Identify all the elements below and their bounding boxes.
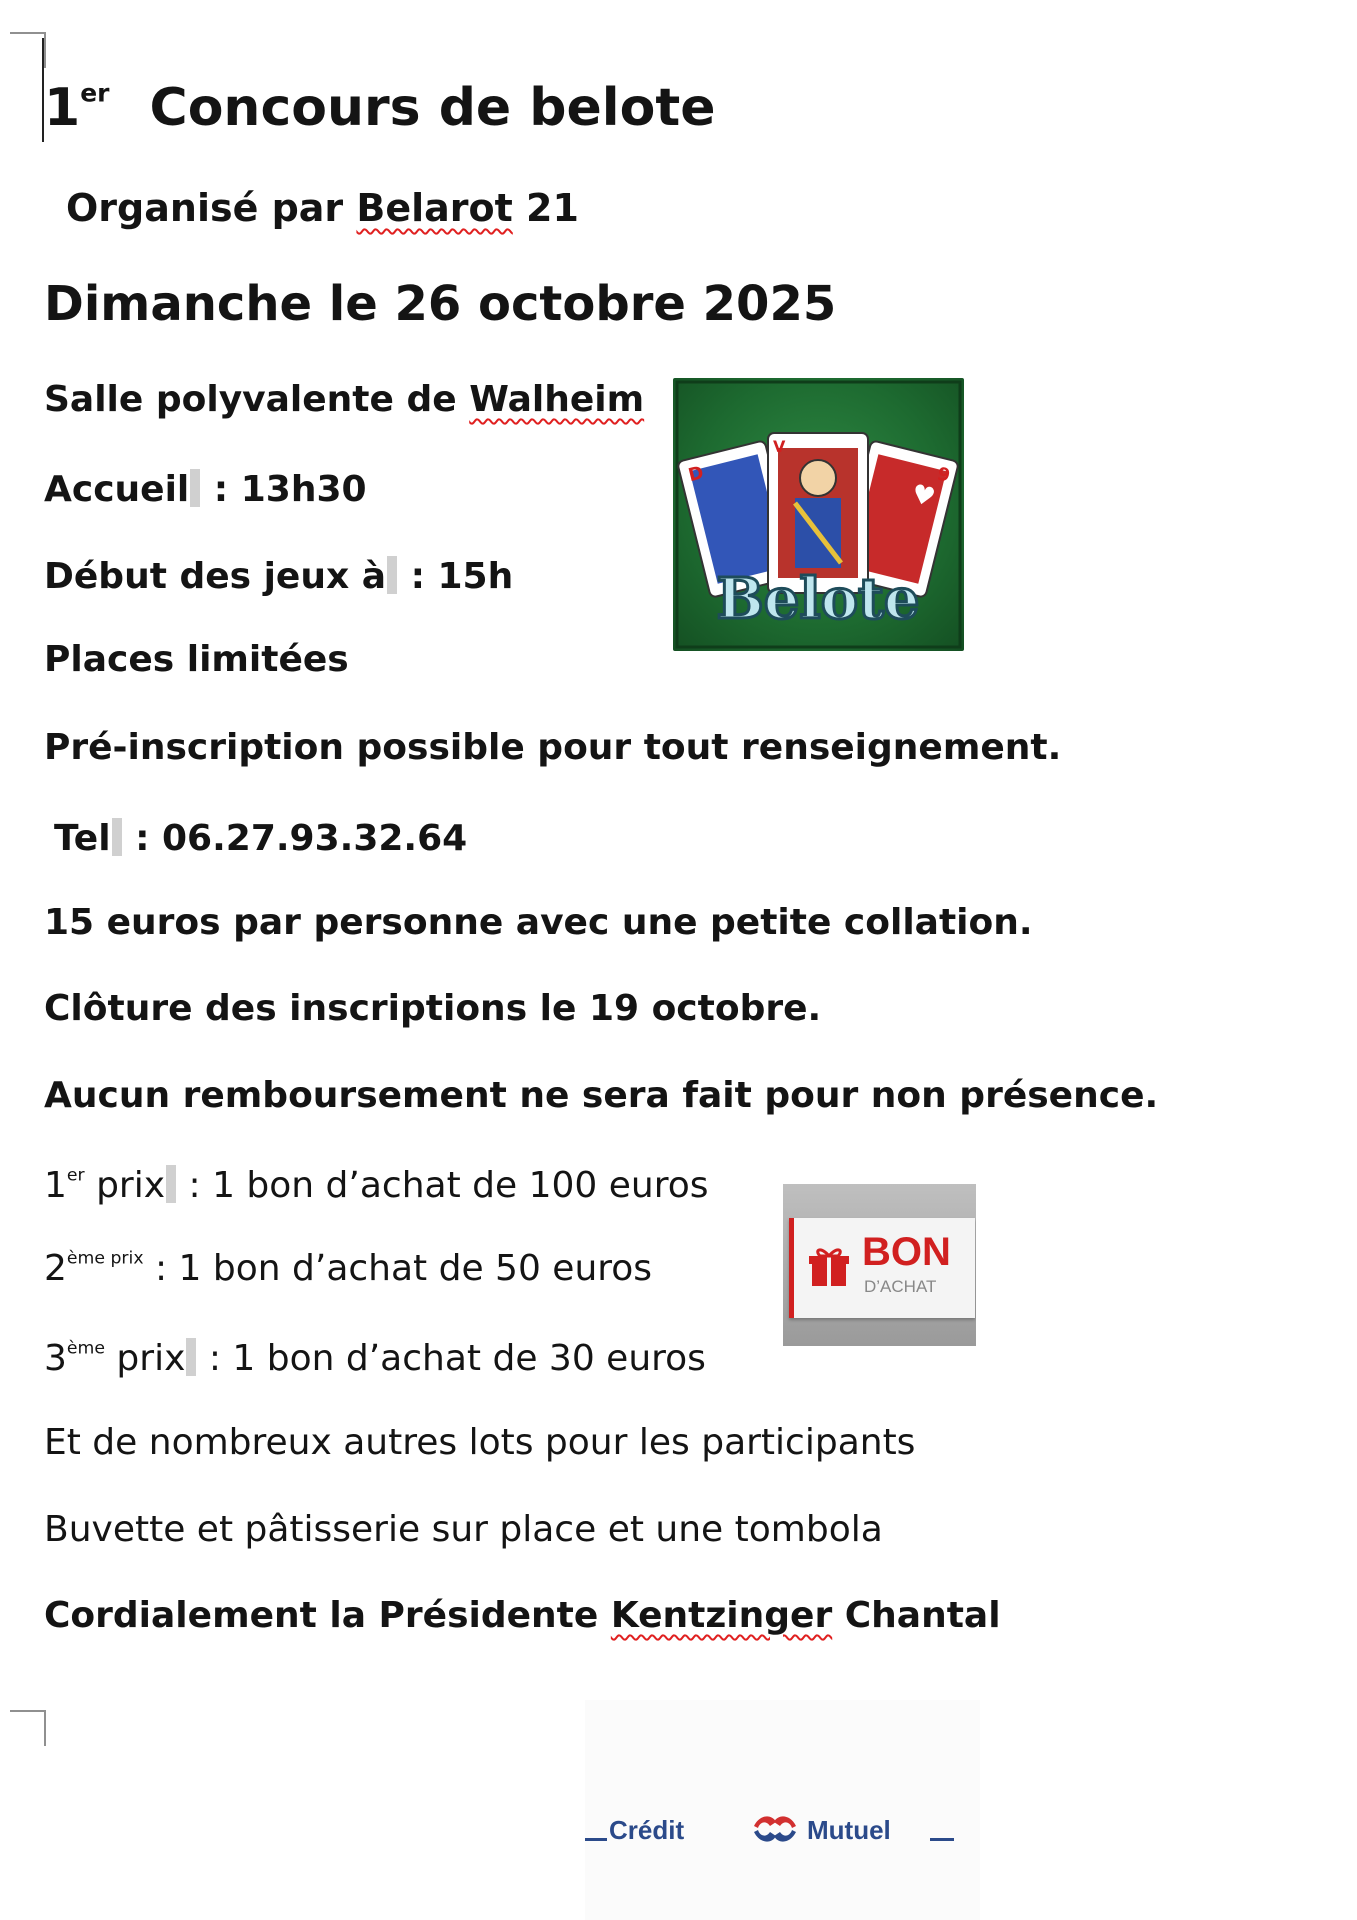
svg-text:V: V: [773, 437, 786, 456]
hidden-char-mark: [112, 818, 122, 856]
belote-cards-graphic: [673, 378, 964, 651]
limited-places: Places limitées: [44, 639, 349, 680]
price-line: 15 euros par personne avec une petite collation.: [44, 902, 1033, 943]
phone-line: Tel : 06.27.93.32.64: [54, 818, 468, 859]
voucher-card: [789, 1218, 975, 1318]
voucher-subtitle: D’ACHAT: [864, 1277, 937, 1296]
svg-text:♥: ♥: [908, 478, 939, 514]
prize-1: 1er prix : 1 bon d’achat de 100 euros: [44, 1165, 709, 1206]
event-date: Dimanche le 26 octobre 2025: [44, 276, 837, 332]
welcome-time: Accueil : 13h30: [44, 469, 367, 510]
refund-line: Aucun remboursement ne sera fait pour non présence.: [44, 1075, 1159, 1116]
venue-line: Salle polyvalente de Walheim: [44, 379, 645, 420]
sponsor-logo-left-text: Crédit: [609, 1815, 685, 1845]
logo-rule-right: [930, 1838, 954, 1841]
prize-2: $2^{ème prix}$ : 1 bon d’achat de 50 euros: [44, 1248, 653, 1289]
voucher-image: [783, 1184, 976, 1346]
gift-icon: [806, 1244, 852, 1290]
belote-cards-image: [673, 378, 964, 651]
svg-text:D: D: [686, 462, 706, 487]
prize-3: 3ème prix : 1 bon d’achat de 30 euros: [44, 1338, 706, 1379]
sponsor-logo-right-text: Mutuel: [807, 1815, 891, 1845]
hidden-char-mark: [387, 556, 397, 594]
crop-mark-bottom: [10, 1710, 46, 1746]
refreshments-line: Buvette et pâtisserie sur place et une tombola: [44, 1509, 883, 1550]
preregistration-line: Pré-inscription possible pour tout renseignement.: [44, 727, 1062, 768]
crop-mark-top: [10, 32, 46, 68]
belote-logo-text: Belote: [716, 566, 920, 632]
document-title: 1er Concours de belote: [44, 78, 716, 138]
hidden-char-mark: [186, 1338, 196, 1376]
sponsor-logo: [585, 1700, 980, 1920]
other-lots-line: Et de nombreux autres lots pour les participants: [44, 1422, 916, 1463]
voucher-title: BON: [862, 1230, 951, 1274]
organizer-line: Organisé par Belarot 21: [66, 186, 579, 230]
hidden-char-mark: [190, 469, 200, 507]
svg-text:9: 9: [934, 463, 953, 487]
logo-rule-left: [585, 1838, 607, 1841]
hidden-char-mark: [166, 1165, 176, 1203]
closing-line: Clôture des inscriptions le 19 octobre.: [44, 988, 822, 1029]
start-time: Début des jeux à : 15h: [44, 556, 514, 597]
credit-mutuel-logo-icon: [750, 1812, 800, 1846]
signature-line: Cordialement la Présidente Kentzinger Chantal: [44, 1595, 1001, 1636]
